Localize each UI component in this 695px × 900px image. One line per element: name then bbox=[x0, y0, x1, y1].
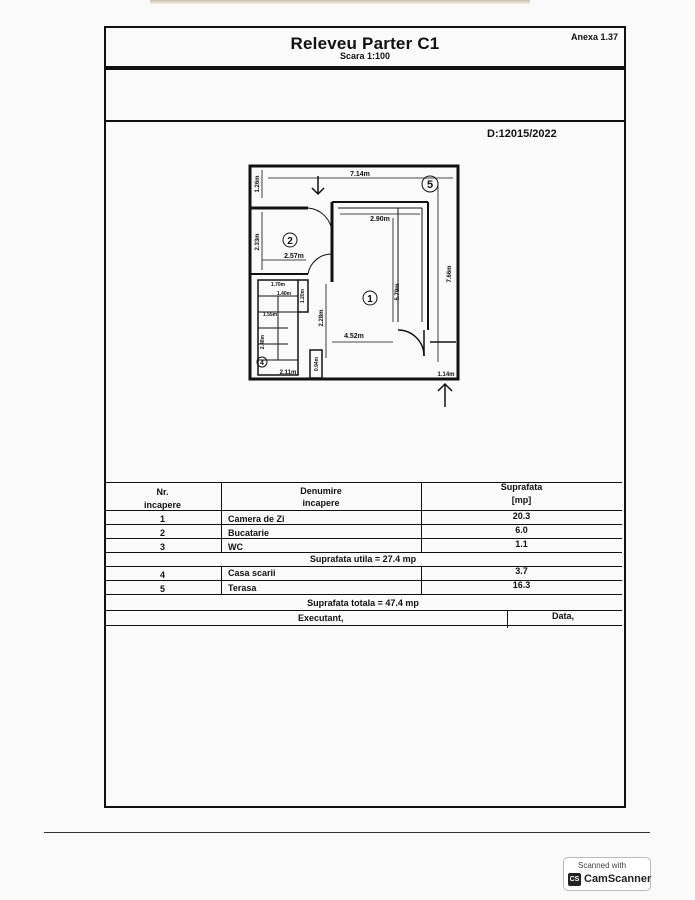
dim-room1-width: 2.90m bbox=[370, 216, 390, 223]
room-2-number: 2 bbox=[287, 236, 293, 247]
row-name: Bucatarie bbox=[228, 528, 270, 538]
dim-stair-small: 0.94m bbox=[314, 356, 320, 372]
row-line bbox=[104, 610, 622, 611]
header-name: Denumire bbox=[300, 486, 342, 496]
dim-small-mid: 1.40m bbox=[276, 291, 292, 297]
document-frame bbox=[104, 26, 626, 808]
dim-corridor-height: 2.28m bbox=[319, 309, 325, 327]
header-name-sub: incapere bbox=[302, 498, 340, 508]
row-area: 20.3 bbox=[512, 511, 531, 521]
room-5-number: 5 bbox=[426, 179, 434, 191]
room-1-number: 1 bbox=[367, 294, 373, 305]
row-line bbox=[104, 552, 622, 553]
dim-right-height: 7.66m bbox=[447, 265, 453, 283]
camscanner-logo-icon: CS bbox=[568, 873, 581, 886]
dim-left-top: 1.26m bbox=[255, 175, 261, 193]
annex-label: Anexa 1.37 bbox=[570, 32, 618, 42]
room2-door-swing bbox=[308, 208, 332, 232]
scale-label: Scara 1:100 bbox=[339, 51, 391, 61]
dim-room1-height: 5.79m bbox=[395, 283, 401, 301]
useful-area-total: Suprafata utila = 27.4 mp bbox=[309, 554, 417, 564]
row-name: Casa scarii bbox=[228, 568, 276, 578]
total-area: Suprafata totala = 47.4 mp bbox=[307, 598, 419, 608]
document-title: Releveu Parter C1 bbox=[290, 34, 440, 53]
row-name: Camera de Zi bbox=[228, 514, 285, 524]
dim-bottom-right: 1.14m bbox=[437, 372, 455, 378]
date-signature-label: Data, bbox=[552, 611, 575, 621]
dim-stair-height: 2.48m bbox=[260, 334, 266, 350]
floor-plan bbox=[248, 162, 463, 407]
section-arrow-top bbox=[312, 176, 324, 194]
title-block bbox=[106, 28, 624, 70]
row-name: Terasa bbox=[228, 583, 257, 593]
room-4-number: 4 bbox=[260, 360, 264, 367]
header-area-sub: [mp] bbox=[511, 495, 532, 505]
row-name: WC bbox=[228, 542, 243, 552]
outer-wall bbox=[250, 166, 458, 379]
dim-top-width: 7.14m bbox=[350, 171, 370, 178]
title-divider bbox=[104, 66, 626, 68]
dim-wc-width: 1.55m bbox=[262, 312, 278, 318]
row-line bbox=[104, 594, 622, 595]
watermark-caption: Scanned with bbox=[578, 861, 627, 870]
corridor-door-swing bbox=[308, 254, 332, 274]
date-label: D:12015/2022 bbox=[487, 128, 557, 140]
dim-room1-lower-width: 4.52m bbox=[344, 333, 364, 340]
scan-edge-shadow bbox=[150, 0, 530, 4]
row-nr: 3 bbox=[159, 542, 165, 552]
row-area: 6.0 bbox=[515, 525, 528, 535]
row-area: 1.1 bbox=[515, 539, 528, 549]
camscanner-watermark bbox=[563, 857, 651, 891]
dim-small-wc: 1.20m bbox=[300, 288, 306, 304]
header-nr: Nr. bbox=[156, 487, 169, 497]
dim-small-top: 1.70m bbox=[270, 282, 286, 288]
row-nr: 4 bbox=[159, 570, 165, 580]
header-divider bbox=[104, 120, 626, 122]
entry-door-swing bbox=[398, 330, 424, 356]
dim-stair-width: 2.11m bbox=[279, 370, 297, 376]
row-nr: 2 bbox=[159, 528, 165, 538]
row-area: 3.7 bbox=[515, 566, 528, 576]
dim-room2-width: 2.57m bbox=[284, 253, 304, 260]
header-nr-sub: incapere bbox=[143, 500, 182, 510]
watermark-brand: CamScanner bbox=[584, 873, 652, 885]
row-line bbox=[104, 625, 622, 626]
row-nr: 5 bbox=[159, 584, 165, 594]
header-area: Suprafata bbox=[500, 482, 543, 492]
dim-room2-height: 2.33m bbox=[255, 233, 261, 251]
entry-arrow bbox=[438, 384, 452, 407]
col-divider-1 bbox=[221, 510, 222, 552]
page-edge-line bbox=[44, 832, 650, 833]
row-area: 16.3 bbox=[512, 580, 531, 590]
row-nr: 1 bbox=[159, 514, 165, 524]
executant-label: Executant, bbox=[298, 613, 344, 623]
